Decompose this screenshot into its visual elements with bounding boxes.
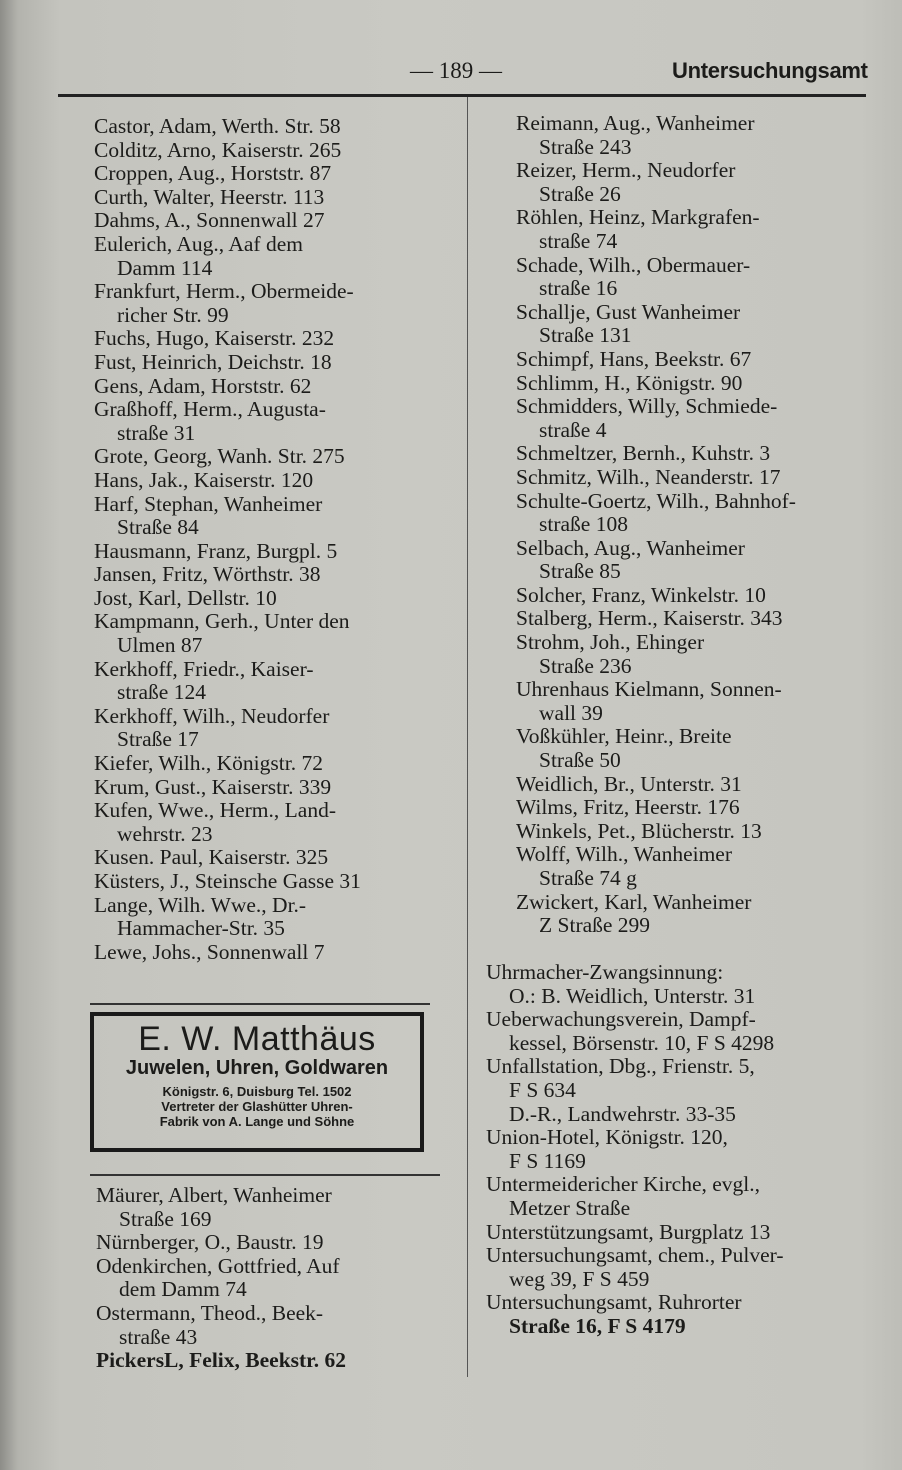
- directory-entry: [96, 1302, 451, 1349]
- directory-entry: [94, 799, 449, 846]
- right-column-bottom: [486, 961, 872, 1339]
- entry-continuation: F S 1169: [509, 1148, 586, 1173]
- entry-line: Schmitz, Wilh., Neanderstr. 17: [516, 464, 781, 489]
- directory-entry: [516, 631, 868, 678]
- directory-entry: [486, 1291, 872, 1338]
- directory-entry: [94, 186, 449, 210]
- directory-entry: [96, 1349, 451, 1373]
- entry-continuation: Z Straße 299: [539, 913, 651, 938]
- entry-line: Nürnberger, O., Baustr. 19: [96, 1230, 324, 1255]
- entry-line: Gens, Adam, Horststr. 62: [94, 373, 312, 398]
- entry-continuation: straße 31: [117, 420, 196, 445]
- entry-line: Ueberwachungsverein, Dampf-: [486, 1007, 756, 1032]
- directory-entry: [94, 563, 449, 587]
- directory-entry: [516, 678, 868, 725]
- directory-entry: [516, 891, 868, 938]
- entry-line: Strohm, Joh., Ehinger: [516, 630, 705, 655]
- entry-line: Untersuchungsamt, chem., Pulver-: [486, 1243, 784, 1268]
- entry-line: Fuchs, Hugo, Kaiserstr. 232: [94, 326, 335, 351]
- entry-line: Voßkühler, Heinr., Breite: [516, 724, 732, 749]
- directory-entry: [94, 209, 449, 233]
- entry-continuation: Straße 16, F S 4179: [509, 1313, 686, 1338]
- entry-line: Schimpf, Hans, Beekstr. 67: [516, 346, 752, 371]
- entry-line: PickersL, Felix, Beekstr. 62: [96, 1348, 347, 1373]
- directory-entry: [94, 941, 449, 965]
- ad-address: Königstr. 6, Duisburg Tel. 1502: [162, 1084, 352, 1099]
- directory-entry: [516, 796, 868, 820]
- directory-entry: [516, 301, 868, 348]
- entry-continuation: Straße 236: [539, 653, 632, 678]
- entry-line: Frankfurt, Herm., Obermeide-: [94, 279, 354, 304]
- directory-entry: [516, 584, 868, 608]
- directory-entry: [94, 327, 449, 351]
- directory-entry: [94, 280, 449, 327]
- entry-continuation: Straße 17: [117, 727, 199, 752]
- directory-entry: [94, 469, 449, 493]
- entry-continuation: straße 16: [539, 276, 618, 301]
- directory-entry: [94, 658, 449, 705]
- entry-continuation: Metzer Straße: [509, 1195, 631, 1220]
- entry-continuation: straße 4: [539, 417, 607, 442]
- entry-line: Graßhoff, Herm., Augusta-: [94, 397, 326, 422]
- directory-entry: [516, 820, 868, 844]
- directory-entry: [94, 445, 449, 469]
- directory-entry: [516, 843, 868, 890]
- directory-entry: [94, 894, 449, 941]
- directory-entry: [486, 1008, 872, 1055]
- entry-line: Union-Hotel, Königstr. 120,: [486, 1125, 728, 1150]
- directory-entry: [94, 233, 449, 280]
- directory-entry: [96, 1255, 451, 1302]
- entry-continuation: Straße 131: [539, 323, 632, 348]
- directory-entry: [94, 351, 449, 375]
- entry-line: Schlimm, H., Königstr. 90: [516, 370, 743, 395]
- entry-continuation: straße 43: [119, 1324, 198, 1349]
- directory-entry: [96, 1184, 451, 1231]
- directory-entry: [94, 870, 449, 894]
- entry-line: Grote, Georg, Wanh. Str. 275: [94, 444, 345, 469]
- entry-continuation: O.: B. Weidlich, Unterstr. 31: [509, 983, 756, 1008]
- entry-line: Eulerich, Aug., Aaf dem: [94, 231, 303, 256]
- entry-line: Hausmann, Franz, Burgpl. 5: [94, 538, 338, 563]
- entry-line: Wilms, Fritz, Heerstr. 176: [516, 795, 740, 820]
- directory-entry: [516, 159, 868, 206]
- ad-representative-line1: Vertreter der Glashütter Uhren-: [161, 1099, 353, 1114]
- entry-continuation: Damm 114: [117, 255, 213, 280]
- entry-continuation: richer Str. 99: [117, 302, 229, 327]
- entry-line: Lange, Wilh. Wwe., Dr.-: [94, 892, 307, 917]
- entry-line: Colditz, Arno, Kaiserstr. 265: [94, 137, 342, 162]
- directory-entry: [516, 372, 868, 396]
- entry-line: Curth, Walter, Heerstr. 113: [94, 184, 325, 209]
- entry-continuation: Straße 169: [119, 1206, 212, 1231]
- directory-entry: [486, 961, 872, 1008]
- entry-line: Röhlen, Heinz, Markgrafen-: [516, 205, 760, 230]
- entry-continuation: Straße 85: [539, 559, 621, 584]
- entry-line: Schmidders, Willy, Schmiede-: [516, 394, 778, 419]
- directory-entry: [94, 776, 449, 800]
- directory-entry: [94, 705, 449, 752]
- directory-entry: [94, 139, 449, 163]
- entry-continuation: Hammacher-Str. 35: [117, 916, 285, 941]
- entry-line: Selbach, Aug., Wanheimer: [516, 535, 745, 560]
- directory-entry: [94, 610, 449, 657]
- entry-continuation: weg 39, F S 459: [509, 1266, 650, 1291]
- entry-line: Schulte-Goertz, Wilh., Bahnhof-: [516, 488, 796, 513]
- entry-line: Harf, Stephan, Wanheimer: [94, 491, 323, 516]
- column-divider: [467, 97, 468, 1377]
- entry-line: Fust, Heinrich, Deichstr. 18: [94, 349, 332, 374]
- entry-line: Wolff, Wilh., Wanheimer: [516, 842, 733, 867]
- entry-line: Jost, Karl, Dellstr. 10: [94, 585, 277, 610]
- entry-line: Kiefer, Wilh., Königstr. 72: [94, 751, 323, 776]
- ad-rule-top: [90, 1003, 430, 1005]
- entry-line: Uhrenhaus Kielmann, Sonnen-: [516, 677, 782, 702]
- entry-continuation: kessel, Börsenstr. 10, F S 4298: [509, 1030, 775, 1055]
- directory-entry: [516, 725, 868, 772]
- entry-line: Weidlich, Br., Unterstr. 31: [516, 771, 742, 796]
- entry-continuation: Straße 50: [539, 748, 621, 773]
- entry-line: Odenkirchen, Gottfried, Auf: [96, 1253, 340, 1278]
- entry-line: Uhrmacher-Zwangsinnung:: [486, 960, 724, 984]
- entry-line: Kerkhoff, Wilh., Neudorfer: [94, 703, 330, 728]
- directory-entry: [516, 607, 868, 631]
- entry-line: Krum, Gust., Kaiserstr. 339: [94, 774, 332, 799]
- entry-continuation: dem Damm 74: [119, 1277, 247, 1302]
- directory-entry: [516, 466, 868, 490]
- directory-entry: [516, 490, 868, 537]
- entry-line: Kerkhoff, Friedr., Kaiser-: [94, 656, 314, 681]
- directory-entry: [516, 442, 868, 466]
- section-title: Untersuchungsamt: [672, 58, 868, 83]
- entry-line: Ostermann, Theod., Beek-: [96, 1300, 324, 1325]
- left-column-bottom: [96, 1184, 451, 1373]
- entry-continuation: Straße 243: [539, 134, 632, 159]
- entry-line: Castor, Adam, Werth. Str. 58: [94, 114, 341, 138]
- directory-entry: [94, 493, 449, 540]
- entry-line: Schmeltzer, Bernh., Kuhstr. 3: [516, 441, 771, 466]
- entry-line: Dahms, A., Sonnenwall 27: [94, 208, 325, 233]
- left-column: [94, 115, 449, 964]
- directory-entry: [516, 537, 868, 584]
- entry-continuation: F S 634: [509, 1077, 576, 1102]
- directory-entry: [94, 846, 449, 870]
- entry-continuation: straße 74: [539, 228, 618, 253]
- directory-entry: [96, 1231, 451, 1255]
- directory-entry: [486, 1103, 872, 1127]
- entry-line: Lewe, Johs., Sonnenwall 7: [94, 939, 325, 964]
- ad-rule-bottom: [90, 1174, 440, 1176]
- entry-line: Schallje, Gust Wanheimer: [516, 299, 741, 324]
- directory-entry: [486, 1173, 872, 1220]
- directory-entry: [94, 540, 449, 564]
- entry-line: Küsters, J., Steinsche Gasse 31: [94, 869, 361, 893]
- entry-continuation: straße 124: [117, 680, 206, 705]
- directory-entry: [486, 1221, 872, 1245]
- directory-entry: [94, 115, 449, 139]
- page-number: — 189 —: [410, 58, 502, 83]
- entry-continuation: straße 108: [539, 512, 628, 537]
- entry-line: Solcher, Franz, Winkelstr. 10: [516, 582, 766, 607]
- directory-entry: [486, 1244, 872, 1291]
- entry-line: Kusen. Paul, Kaiserstr. 325: [94, 845, 329, 870]
- directory-entry: [486, 1055, 872, 1102]
- right-column: [516, 112, 868, 938]
- directory-entry: [516, 773, 868, 797]
- entry-line: Unterstützungsamt, Burgplatz 13: [486, 1219, 771, 1244]
- entry-continuation: Straße 74 g: [539, 866, 637, 890]
- directory-entry: [94, 375, 449, 399]
- entry-line: Kufen, Wwe., Herm., Land-: [94, 798, 336, 823]
- directory-entry: [516, 112, 868, 159]
- ad-representative-line2: Fabrik von A. Lange und Söhne: [159, 1114, 355, 1129]
- entry-line: Mäurer, Albert, Wanheimer: [96, 1183, 332, 1207]
- entry-continuation: Ulmen 87: [117, 633, 203, 658]
- entry-line: Schade, Wilh., Obermauer-: [516, 252, 751, 277]
- entry-line: Zwickert, Karl, Wanheimer: [516, 889, 752, 914]
- directory-entry: [516, 254, 868, 301]
- directory-entry: [516, 348, 868, 372]
- ad-tagline: Juwelen, Uhren, Goldwaren: [125, 1057, 389, 1079]
- entry-line: Reimann, Aug., Wanheimer: [516, 111, 755, 135]
- entry-continuation: Straße 26: [539, 181, 621, 206]
- entry-line: Hans, Jak., Kaiserstr. 120: [94, 467, 314, 492]
- directory-entry: [94, 398, 449, 445]
- header-rule: [58, 94, 866, 97]
- entry-line: Untermeidericher Kirche, evgl.,: [486, 1172, 760, 1197]
- entry-continuation: wall 39: [539, 700, 603, 725]
- entry-line: Stalberg, Herm., Kaiserstr. 343: [516, 606, 783, 631]
- directory-entry: [94, 752, 449, 776]
- entry-continuation: Straße 84: [117, 515, 199, 540]
- directory-entry: [486, 1126, 872, 1173]
- directory-entry: [94, 587, 449, 611]
- entry-line: Reizer, Herm., Neudorfer: [516, 158, 736, 183]
- entry-line: Winkels, Pet., Blücherstr. 13: [516, 818, 762, 843]
- ad-company-name: E. W. Matthäus: [138, 1020, 376, 1058]
- advertisement-box: [90, 1012, 424, 1152]
- entry-line: Untersuchungsamt, Ruhrorter: [486, 1290, 742, 1315]
- entry-line: Jansen, Fritz, Wörthstr. 38: [94, 562, 321, 587]
- entry-continuation: wehrstr. 23: [117, 821, 213, 846]
- directory-entry: [516, 395, 868, 442]
- entry-line: Kampmann, Gerh., Unter den: [94, 609, 350, 634]
- entry-line: Unfallstation, Dbg., Frienstr. 5,: [486, 1054, 755, 1079]
- entry-line: Croppen, Aug., Horststr. 87: [94, 161, 332, 186]
- directory-entry: [516, 206, 868, 253]
- entry-line: D.-R., Landwehrstr. 33-35: [509, 1101, 736, 1126]
- directory-entry: [94, 162, 449, 186]
